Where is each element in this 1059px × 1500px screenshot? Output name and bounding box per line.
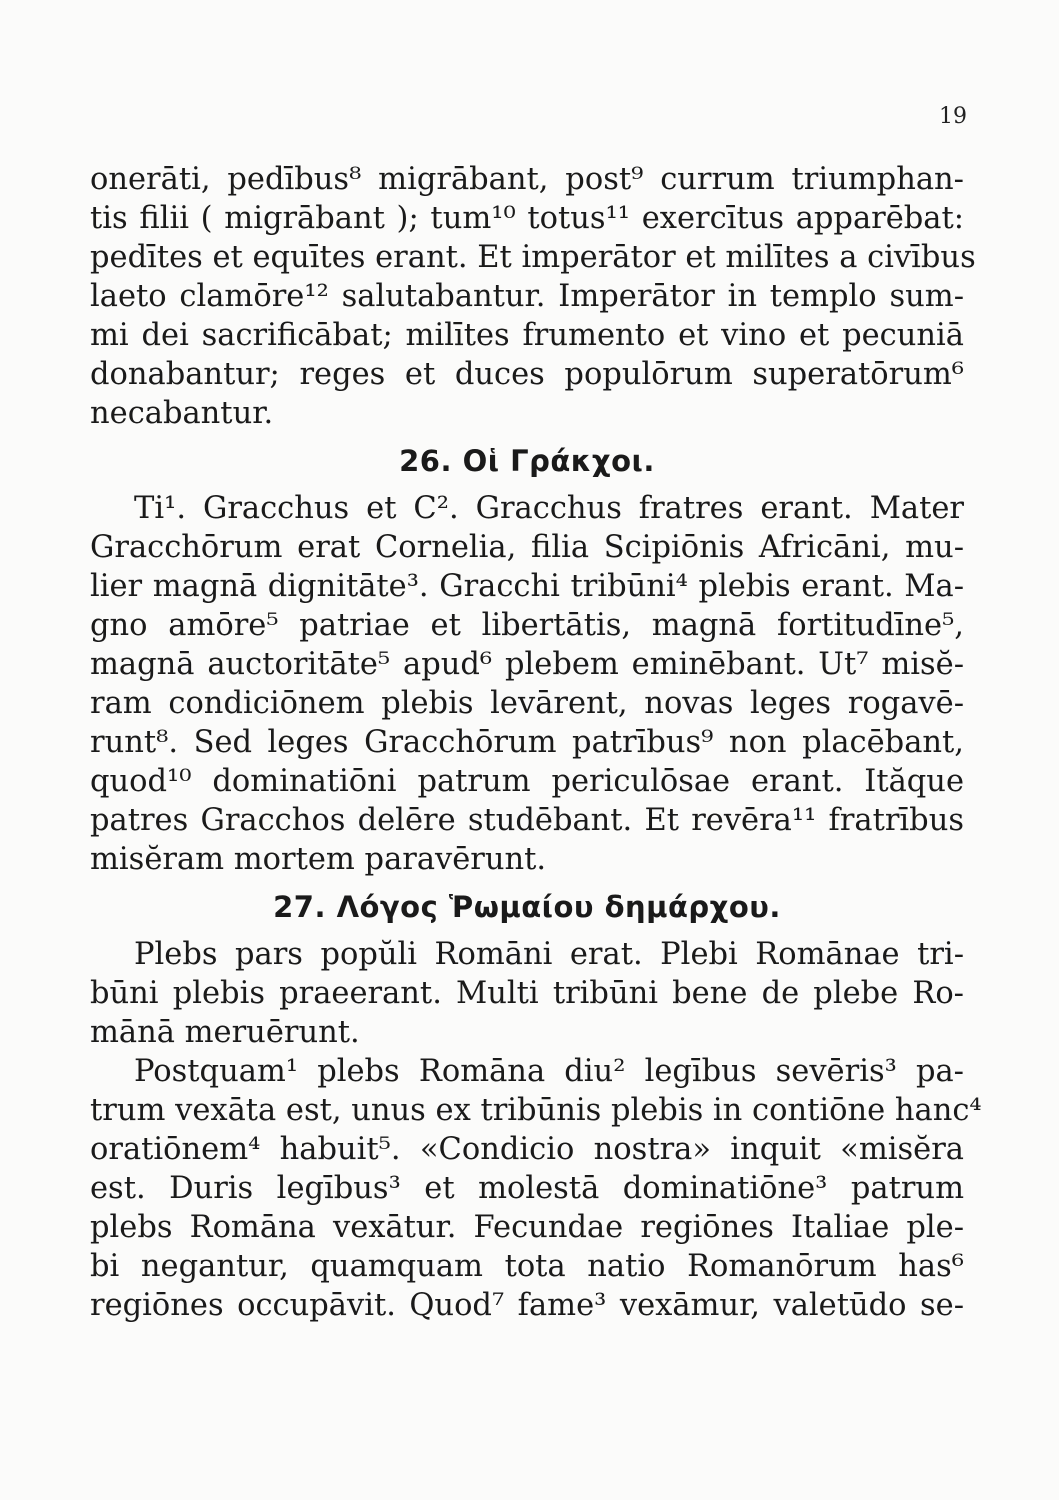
page-text [90,160,982,1325]
section-heading-27: 27. Λόγος Ῥωμαίου δημάρχου. [273,890,781,924]
text-line: est. Duris legībus³ et molestā dominatiōne³ patrum [90,1171,964,1206]
text-line: pedītes et equītes erant. Et imperātor et milītes a civībus [90,240,976,275]
text-line: regiōnes occupāvit. Quod⁷ fame³ vexāmur, valetūdo se- [90,1288,964,1323]
text-line: misĕram mortem paravērunt. [90,842,547,877]
text-line: runt⁸. Sed leges Gracchōrum patrībus⁹ non placēbant, [90,725,964,760]
text-line: donabantur; reges et duces populōrum superatōrum⁶ [90,357,964,392]
text-line: Ti¹. Gracchus et C². Gracchus fratres erant. Mater [134,491,964,526]
text-line: laeto clamōre¹² salutabantur. Imperātor in templo sum- [90,279,964,314]
section-heading-26: 26. Οἱ Γράκχοι. [399,444,655,478]
text-line: būni plebis praeerant. Multi tribūni bene de plebe Ro- [90,976,964,1011]
text-line: necabantur. [90,396,274,431]
page-number: 19 [939,104,967,129]
text-line: Plebs pars popŭli Romāni erat. Plebi Romānae tri- [134,937,964,972]
text-line: onerāti, pedībus⁸ migrābant, post⁹ currum triumphan- [90,162,964,197]
text-line: quod¹⁰ dominatiōni patrum periculōsae erant. Ităque [90,764,964,799]
text-line: patres Gracchos delēre studēbant. Et revēra¹¹ fratrībus [90,803,964,838]
text-line: Gracchōrum erat Cornelia, filia Scipiōnis Africāni, mu- [90,530,964,565]
text-line: tis filii ( migrābant ); tum¹⁰ totus¹¹ exercītus apparēbat: [90,201,964,236]
text-line: mi dei sacrificābat; milītes frumento et vino et pecuniā [90,318,964,353]
text-line: Postquam¹ plebs Romāna diu² legībus sevēris³ pa- [134,1054,964,1089]
text-line: trum vexāta est, unus ex tribūnis plebis in contiōne hanc⁴ [90,1093,982,1128]
text-line: lier magnā dignitāte³. Gracchi tribūni⁴ plebis erant. Ma- [90,569,964,604]
text-line: mānā meruērunt. [90,1015,360,1050]
text-line: oratiōnem⁴ habuit⁵. «Condicio nostra» inquit «misĕra [90,1132,964,1167]
text-line: gno amōre⁵ patriae et libertātis, magnā fortitudīne⁵, [90,608,964,643]
text-line: magnā auctoritāte⁵ apud⁶ plebem eminēbant. Ut⁷ misĕ- [90,647,964,682]
text-line: bi negantur, quamquam tota natio Romanōrum has⁶ [90,1249,964,1284]
text-line: ram condiciōnem plebis levārent, novas leges rogavē- [90,686,964,721]
text-line: plebs Romāna vexātur. Fecundae regiōnes Italiae ple- [90,1210,964,1245]
